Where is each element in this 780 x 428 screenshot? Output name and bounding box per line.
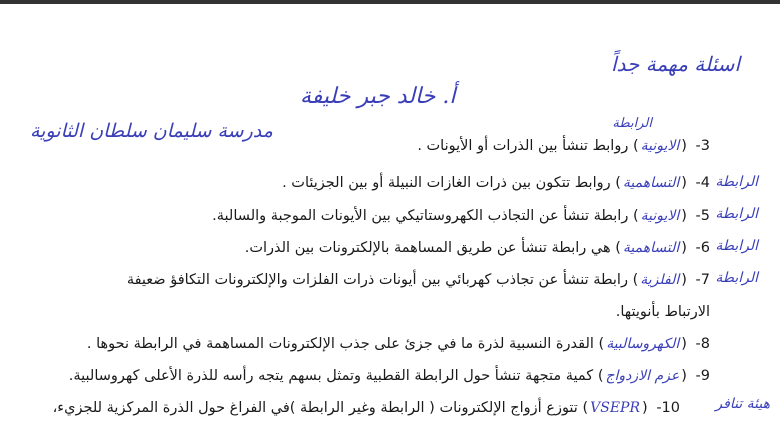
question-4: 4- (التساهمية) روابط تتكون بين ذرات الغازات النبيلة أو بين الجزيئات .	[282, 175, 710, 191]
question-number: 10-	[656, 400, 680, 416]
question-text: روابط تتكون بين ذرات الغازات النبيلة أو بين الجزيئات .	[282, 175, 611, 191]
side-label-q4: الرابطة	[715, 174, 758, 190]
question-text: تتوزع أزواج الإلكترونات ( الرابطة وغير الرابطة )في الفراغ حول الذرة المركزية للجزيء،	[52, 400, 578, 416]
handwritten-author: أ. خالد جبر خليفة	[300, 84, 456, 109]
side-label-q5: الرابطة	[715, 206, 758, 222]
question-text: روابط تنشأ بين الذرات أو الأيونات .	[417, 138, 629, 154]
handwritten-title: اسئلة مهمة جداً	[610, 52, 740, 76]
question-number: 9-	[695, 368, 710, 384]
question-text: كمية متجهة تنشأ حول الرابطة القطبية وتمثل بسهم يتجه رأسه للذرة الأعلى كهروسالبية.	[68, 368, 594, 384]
question-7: 7- (الفلزية) رابطة تنشأ عن تجاذب كهربائي بين أيونات ذرات الفلزات والإلكترونات التكافؤ ضعيفة	[126, 272, 710, 288]
question-text: هي رابطة تنشأ عن طريق المساهمة بالإلكترونات بين الذرات.	[244, 240, 611, 256]
annotation-above-q3: الرابطة	[612, 116, 652, 131]
question-number: 3-	[695, 138, 710, 154]
question-number: 5-	[695, 208, 710, 224]
handwritten-answer: VSEPR	[590, 400, 641, 416]
question-text: رابطة تنشأ عن تجاذب كهربائي بين أيونات ذرات الفلزات والإلكترونات التكافؤ ضعيفة	[126, 272, 628, 288]
question-10: 10- (VSEPR) تتوزع أزواج الإلكترونات ( الرابطة وغير الرابطة )في الفراغ حول الذرة المركزية للجزيء،	[52, 400, 680, 416]
question-8: 8- (الكهروسالبية) القدرة النسبية لذرة ما في جزئ على جذب الإلكترونات المساهمة في الرابطة نحوها .	[86, 336, 710, 352]
question-number: 8-	[695, 336, 710, 352]
question-7-continuation: الارتباط بأنويتها.	[615, 304, 710, 320]
document-page	[0, 4, 780, 428]
handwritten-answer: الكهروسالبية	[606, 336, 680, 352]
handwritten-school: مدرسة سليمان سلطان الثانوية	[30, 120, 273, 142]
question-3: 3- (الايونية) روابط تنشأ بين الذرات أو الأيونات .	[417, 138, 710, 154]
handwritten-answer: الفلزية	[640, 272, 680, 288]
side-label-q10: هيئة تنافر	[715, 396, 770, 412]
side-label-q6: الرابطة	[715, 238, 758, 254]
handwritten-answer: الايونية	[640, 208, 680, 224]
handwritten-answer: التساهمية	[622, 240, 680, 256]
handwritten-answer: التساهمية	[622, 175, 680, 191]
question-text: رابطة تنشأ عن التجاذب الكهروستاتيكي بين الأيونات الموجبة والسالبة.	[212, 208, 629, 224]
question-number: 4-	[695, 175, 710, 191]
question-number: 6-	[695, 240, 710, 256]
question-number: 7-	[695, 272, 710, 288]
question-6: 6- (التساهمية) هي رابطة تنشأ عن طريق المساهمة بالإلكترونات بين الذرات.	[244, 240, 710, 256]
question-5: 5- (الايونية) رابطة تنشأ عن التجاذب الكهروستاتيكي بين الأيونات الموجبة والسالبة.	[212, 208, 710, 224]
handwritten-answer: الايونية	[640, 138, 680, 154]
question-text: القدرة النسبية لذرة ما في جزئ على جذب الإلكترونات المساهمة في الرابطة نحوها .	[86, 336, 594, 352]
question-9: 9- (عزم الازدواج) كمية متجهة تنشأ حول الرابطة القطبية وتمثل بسهم يتجه رأسه للذرة الأعلى كهروسالبية.	[68, 368, 710, 384]
side-label-q7: الرابطة	[715, 270, 758, 286]
handwritten-answer: عزم الازدواج	[605, 368, 680, 384]
